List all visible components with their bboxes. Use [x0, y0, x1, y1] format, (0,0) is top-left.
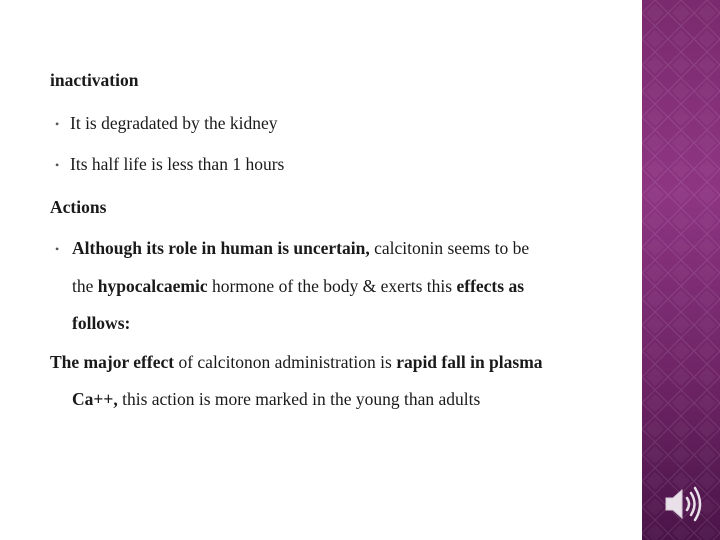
bullet-marker: •: [55, 242, 60, 256]
actions-line-1: Although its role in human is uncertain, calcitonin seems to be: [72, 238, 530, 258]
paragraph-line-2: Ca++, this action is more marked in the young than adults: [72, 389, 481, 409]
bullet-kidney: It is degradated by the kidney: [70, 113, 278, 133]
bullet-marker: •: [55, 158, 60, 172]
heading-inactivation: inactivation: [50, 70, 139, 90]
actions-line-2: the hypocalcaemic hormone of the body & exerts this effects as: [72, 276, 524, 296]
bullet-marker: •: [55, 117, 60, 131]
speaker-icon[interactable]: [662, 484, 706, 524]
heading-actions: Actions: [50, 197, 107, 217]
diamond-pattern: [642, 0, 720, 540]
decorative-side-panel: [642, 0, 720, 540]
actions-line-3: follows:: [72, 313, 131, 333]
bullet-half-life: Its half life is less than 1 hours: [70, 154, 285, 174]
paragraph-line-1: The major effect of calcitonon administration is rapid fall in plasma: [50, 352, 543, 372]
